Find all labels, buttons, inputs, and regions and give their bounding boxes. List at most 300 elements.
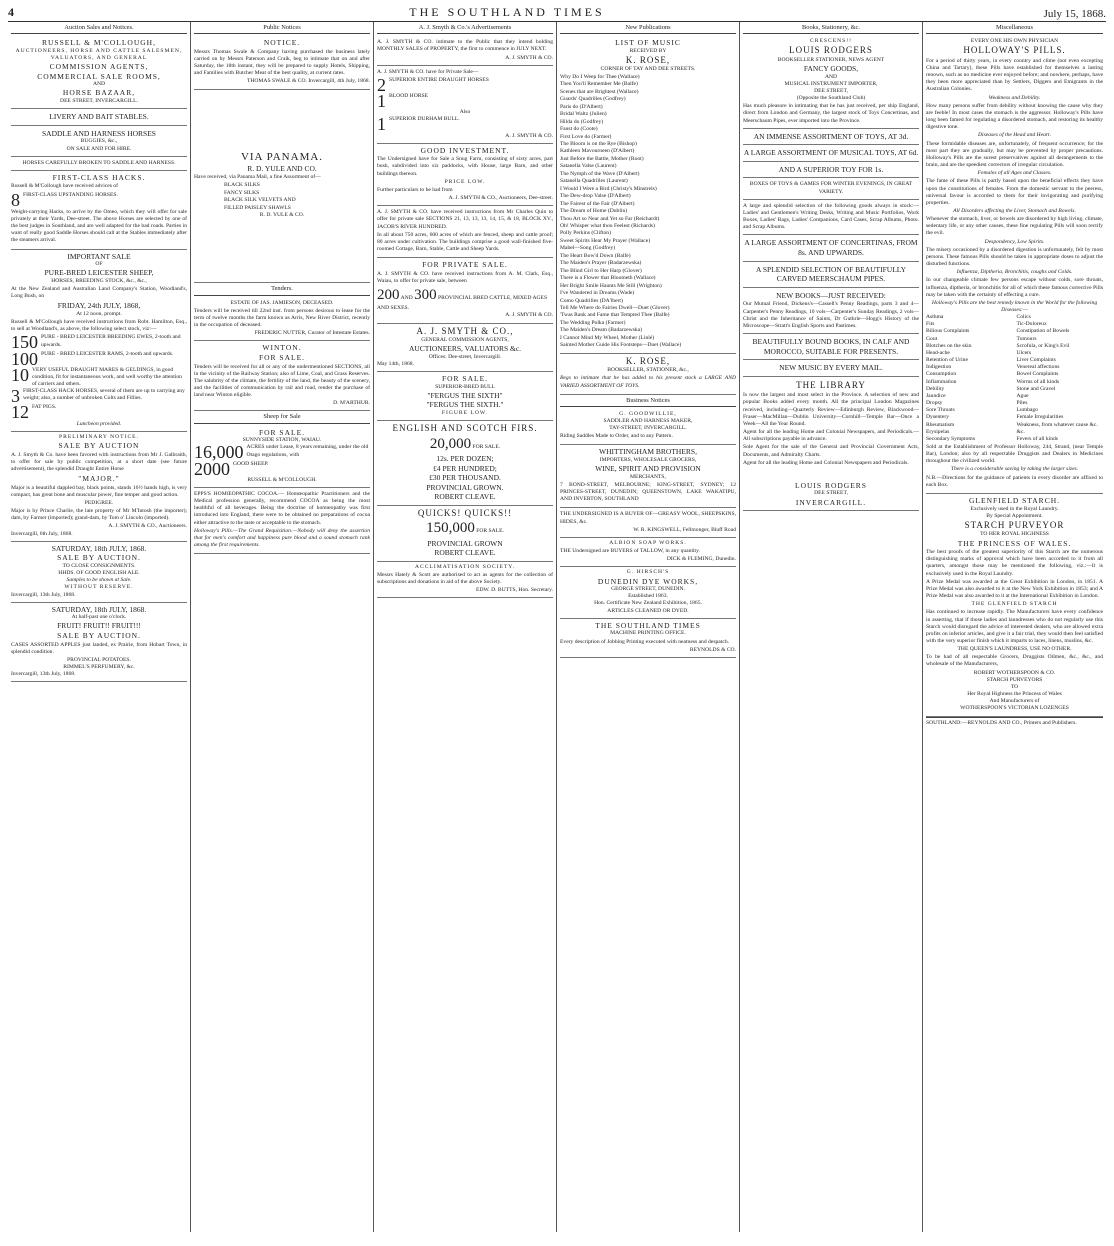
ad-text: Her Royal Highness the Princess of Wales — [967, 691, 1062, 698]
disease-item: Indigestion — [926, 364, 952, 371]
song-item: Como Quadrilles (DA'lbert) — [560, 297, 623, 304]
ad-text: Also — [459, 109, 471, 116]
advert-sunnyside — [194, 426, 370, 488]
ad-text: AND — [92, 81, 106, 88]
ad-heading: PROVINCIAL GROWN — [427, 538, 503, 548]
ad-heading: FOR SALE. — [258, 427, 306, 437]
ad-text: Russell & M'Collough have received instructions from Robt. Hamilton, Esq., to sell at Woodland's, as above, the following select stock, viz:— — [11, 319, 187, 333]
masthead — [8, 4, 1106, 22]
disease-item: Dropsy — [926, 400, 943, 407]
ad-text: 7 BOND-STREET, MELBOURNE; KING-STREET, SYDNEY; 12 PRINCES-STREET, DUNEDIN; QUEENSTOWN, LAKE WAKATIPU, AND INVERTON, SOUTHLAND — [560, 481, 736, 503]
ad-signature: REYNOLDS & CO. — [689, 646, 736, 653]
ad-number: 2 — [377, 74, 386, 95]
ad-text: A. J. SMYTH & CO. intimate to the Public that they intend holding MONTHLY SALES of PROPERTY, the first to commence in JULY NEXT. — [377, 39, 553, 53]
advert-albion — [560, 538, 736, 567]
ad-heading: K. ROSE, — [625, 355, 671, 366]
disease-item: Constipation of Bowels — [1016, 328, 1070, 335]
ad-text: FIGURE LOW. — [441, 410, 489, 417]
song-item: The Wedding Polka (Farmer) — [560, 319, 626, 326]
ad-text: Our Mutual Friend, Dickens's—Cassell's Penny Readings, parts 3 and 4—Carpenter's Penny Readings, 10 vols—Carpenter's Sunday Readings, 2 vols—Christ and the Inheritance of Saints, Dr Guthrie—Hogg's History of the Microscope—Stratt's English Sports and Pastimes. — [743, 301, 919, 329]
song-item: The Fairest of the Fair (D'Albert) — [560, 200, 635, 207]
ad-heading: FOR SALE. — [441, 374, 489, 384]
ad-text: TO — [1010, 683, 1019, 690]
ad-text: The best proofs of the greatest superiority of this Starch are the numerous distinguishing marks of approval which have been accorded to it from all quarters, amongst those may be mentioned the following, viz.:—It is exclusively used in the Royal Laundry. — [926, 549, 1103, 577]
advert-goodwillie — [560, 409, 736, 446]
ad-heading: COMMISSION AGENTS, — [49, 62, 149, 72]
ad-text: DEE STREET, — [814, 87, 848, 94]
ad-text: BLOOD HORSE — [389, 93, 429, 99]
ad-heading: THE PRINCESS OF WALES. — [957, 538, 1072, 548]
ad-number: 2000 — [194, 458, 230, 479]
song-item: Polly Perkins (Clifton) — [560, 230, 611, 237]
song-item: Hilda do (Godfrey) — [560, 118, 604, 125]
ad-text: DEE STREET, — [814, 490, 848, 497]
ad-text: HHDS. OF GOOD ENGLISH ALE. — [58, 570, 140, 577]
ad-text: Tenders will be received for all or any of the undermentioned SECTIONS, all in the vicinity of the Railway Station; also of Lime, Coal, and Grass Reserves. The salubrity of the climate, the fertility of the land, the beauty of the scenery, and the facilities of communication by rail and road, render the purchase of land near Winton eligible. — [194, 363, 370, 399]
ad-text: Has continued to increase rapidly. The Manufacturers have every confidence in asserting, that if those ladies and laundresses who do not regularly use this Starch would disregard the advice of interested dealers, who are allowed extra profits on inferior articles, and give it a fair trial, they would then feel satisfied with the very superior finish which it imparts to laces, linens, muslins, &c. — [926, 609, 1103, 644]
song-item: Just Before the Battle, Mother (Root) — [560, 155, 644, 162]
song-item: Oh! Whisper what thou Feelest (Richards) — [560, 222, 655, 229]
ad-text: ON SALE AND FOR HIRE. — [66, 145, 132, 152]
ad-text: A Prize Medal was awarded at the Great Exhibition in London, in 1851. A Prize Medal was also awarded to it at the New York Exhibition in 1853; and A Prize Medal was also awarded to it at the International Exhibition in London. — [926, 578, 1103, 600]
ad-text: IMPORTERS, WHOLESALE GROCERS, — [599, 457, 697, 464]
ad-heading: A SPLENDID SELECTION OF BEAUTIFULLY CARVED MEERSCHAUM PIPES. — [755, 264, 907, 284]
ad-heading: A LARGE ASSORTMENT OF CONCERTINAS, FROM 8s. AND UPWARDS. — [744, 238, 918, 258]
ad-heading: LOUIS RODGERS — [795, 480, 867, 490]
ad-heading: COMMERCIAL SALE ROOMS, — [37, 71, 161, 81]
ad-text: BOOKSELLER STATIONER, NEWS AGENT — [777, 56, 885, 63]
song-item: Then You'll Remember Me (Balfe) — [560, 81, 638, 88]
song-item: Sweet Spirits Hear My Prayer (Wallace) — [560, 237, 651, 244]
ad-text: (Opposite the Southland Club) — [796, 95, 866, 102]
ad-text: THE UNDERSIGNED IS A BUYER OF—GREASY WOOL, SHEEPSKINS, HIDES, &c. — [560, 511, 736, 525]
ad-text: These formidable diseases are, unfortunately, of frequent occurrence; for the most part they are gradually, but may be prevented by proper precautions. Holloway's Pills are the surest preservatives against all derangements to the brain, and are the speediest correctors of irregular circulation. — [926, 140, 1103, 169]
ad-heading: R. D. YULE AND CO. — [247, 163, 317, 173]
ad-text: ACRES under Lease, 8 years remaining, under the old Otago regulations, with — [246, 444, 369, 458]
ad-text: Riding Saddles Made to Order, and to any Pattern. — [560, 433, 673, 440]
ad-heading: STARCH PURVEYOR — [964, 519, 1065, 530]
ad-heading: SALE BY AUCTION. — [57, 553, 141, 563]
song-item: Why Do I Weep for Thee (Wallace) — [560, 73, 640, 80]
ad-text: FIRST-CLASS HACK HORSES, several of them are up to carrying any weight; also, a number of unbroken Colts and Fillies. — [23, 388, 185, 402]
advert-hirsch — [560, 567, 736, 618]
ad-number: 1 — [377, 114, 386, 135]
ad-heading: FANCY GOODS, — [803, 64, 859, 74]
ad-number: 12 — [11, 402, 29, 423]
ad-text: VERY USEFUL DRAUGHT MARES & GELDINGS, in good condition, fit for instantaneous work, and well worthy the attention of carriers and others. — [32, 366, 182, 388]
ad-heading: THE QUEEN'S LAUNDRESS, USE NO OTHER. — [957, 646, 1072, 653]
ad-heading: EPPS'S HOMŒOPATHIC COCOA.— — [194, 490, 285, 497]
ad-number: 300 — [414, 287, 437, 304]
ad-signature: R. D. YULE & CO. — [259, 212, 305, 219]
ad-text: BOXES OF TOYS & GAMES FOR WINTER EVENINGS, IN GREAT VARIETY. — [749, 181, 913, 195]
ad-text: At the New Zealand and Australian Land Company's Station, Woodland's, Long Bush, on — [11, 286, 187, 300]
disease-item: Asthma — [926, 314, 944, 321]
ad-text: BUGGIES, &c., — [80, 138, 118, 145]
ad-subheading: All Disorders affecting the Liver, Stomach and Bowels. — [953, 207, 1076, 214]
ad-number: 10 — [11, 364, 29, 385]
song-item: I've Wandered in Dreams (Wade) — [560, 290, 635, 297]
song-item: Paris do (D'Albert) — [560, 103, 603, 110]
advert-acclimatisation — [377, 562, 553, 599]
ad-heading: FOR PRIVATE SALE. — [422, 260, 508, 270]
disease-item: Gout — [926, 335, 938, 342]
ad-text: At 12 noon, prompt. — [76, 310, 122, 317]
song-item: Scenes that are Brightest (Wallace) — [560, 88, 639, 95]
ad-number: 150 — [11, 332, 38, 353]
ad-number: 8 — [11, 189, 20, 210]
ad-text: Agent for all the leading Home and Colonial Newspapers, and Periodicals.—All subscriptions payable in advance. — [743, 429, 919, 443]
disease-item: Fevers of all kinds — [1016, 435, 1058, 442]
ad-heading: ACCLIMATISATION SOCIETY. — [414, 563, 516, 570]
ad-heading: £4 PER HUNDRED; — [433, 463, 497, 473]
ad-text: AND — [400, 295, 413, 302]
advert-winton — [194, 341, 370, 411]
advert-major — [11, 432, 187, 542]
ad-heading: LOUIS RODGERS — [789, 45, 873, 56]
ad-heading: ROBERT CLEAVE. — [434, 492, 496, 502]
page-number: 4 — [8, 5, 14, 19]
ad-text: To be had of all respectable Grocers, Druggists Oilmen, &c., &c., and wholesale of the Manufacturers, — [926, 654, 1103, 668]
ad-text: WITHOUT RESERVE. — [64, 584, 134, 591]
disease-item: Colics — [1016, 314, 1031, 321]
advert-music-list — [560, 36, 736, 353]
advert-private-cattle — [377, 258, 553, 323]
ad-date: Invercargill, 6th July, 1868. — [11, 530, 73, 537]
ad-heading: 12s. PER DOZEN; — [436, 453, 494, 463]
ad-text: RIMMEL'S PERFUMERY, &c. — [63, 664, 135, 671]
ad-text: BOOKSELLER, STATIONER, &c., — [607, 367, 689, 374]
song-item: 'Twas Rank and Fame that Tempted Thee (Balfe) — [560, 312, 670, 319]
ad-heading: "FERGUS THE SIXTH" — [427, 390, 503, 400]
ad-heading: THE SOUTHLAND TIMES — [595, 620, 701, 630]
song-item: The Dream of Home (Dublin) — [560, 208, 628, 215]
disease-list — [926, 314, 1103, 443]
section-heading: Tenders. — [194, 283, 370, 295]
column-auction-sales — [8, 22, 191, 1232]
advert-fruit — [11, 603, 187, 683]
advert-monthly-sales — [377, 36, 553, 65]
ad-text: Has much pleasure in intimating that he has just received, per ship England, direct from London and Germany, the largest stock of Toys Concertinas, and Meerschaum Pipes, ever imported into the Province. — [743, 103, 919, 124]
ad-text: There is a considerable saving by taking the larger sizes. — [950, 466, 1079, 473]
ad-text: A large and splendid selection of the following goods always in stock:—Ladies' and Gentlemen's Writing Desks, Writing and Music Portfolios, Work Boxes, Ladies' Bags, Ladies' Companions, Card Cases, Scrap Albums, Photo. and Scrap Albums. — [743, 202, 919, 231]
ad-text: TAY-STREET, INVERCARGILL. — [609, 425, 687, 432]
ad-heading: PURE-BRED LEICESTER SHEEP, — [44, 268, 154, 278]
ad-text: OF — [95, 261, 103, 268]
ad-heading: SADDLE AND HARNESS HORSES — [42, 128, 156, 138]
ad-heading: GOOD INVESTMENT. — [420, 145, 510, 155]
advert-kingswell — [560, 508, 736, 537]
disease-item: Bilious Complaints — [926, 328, 970, 335]
disease-item: Weakness, from whatever cause &c. &c. — [1016, 421, 1098, 435]
ad-heading: "FERGUS THE SIXTH." — [426, 400, 504, 410]
ad-text: In our changeable climate few persons escape without colds, sore throats, influenza, diptheria, or bronchitis for all of which these famous corrective Pills may be taken with the certainty of effecting a cure. — [926, 277, 1103, 298]
ad-heading: AN IMMENSE ASSORTMENT OF TOYS, AT 3d. — [753, 131, 909, 141]
ad-text: Russell & M'Collough have received advices of — [11, 183, 118, 190]
ad-text: TO CLOSE CONSIGNMENTS. — [62, 562, 136, 569]
ad-text: HORSES, BREEDING STOCK, &c., &c., — [51, 277, 147, 284]
ad-text: CASES ASSORTED APPLES just landed, ex Prairie, from Hobart Town, in splendid condition. — [11, 641, 187, 655]
song-item: Thou Art so Near and Yet so Far (Reichardt) — [560, 215, 660, 222]
ad-heading: K. ROSE, — [625, 54, 671, 65]
ad-signature: THOMAS SWALE & CO. Invercargill, 4th July, 1868. — [246, 78, 370, 85]
advert-good-investment — [377, 144, 553, 207]
advert-sheep-sale — [11, 250, 187, 432]
ad-text: Sole Agent for the sale of the General and Provincial Government Acts, Documents, and Admiralty Charts. — [743, 444, 919, 458]
ad-text: Begs to intimate that he has added to his present stock a LARGE AND VARIED ASSORTMENT OF TOYS. — [560, 375, 736, 389]
ad-text: In all about 750 acres, 600 acres of which are fenced, sheep and cattle proof; 80 acres under cultivation. The buildings comprise a good wall-finished five-roomed Cottage, Barn, Stable, Cattle and Sheep Yards. — [377, 231, 553, 252]
ad-heading: AND A SUPERIOR TOY FOR 1s. — [778, 164, 884, 174]
ad-heading: SALE BY AUCTION — [58, 440, 140, 450]
ad-text: Is now the largest and most select in the Province. A selection of new and popular Books added every month. All the principal London Magazines received, including—Quarterly Review—Edinburgh Review, Blackwood—Fraser—MacMillan—Dublin University—Cornhill—Temple Bar—Once a Week—All the Year Round. — [743, 392, 919, 427]
song-item: Kathleen Mavourneen (D'Albert) — [560, 148, 635, 155]
ad-heading: LIVERY AND BAIT STABLES. — [49, 112, 149, 122]
ad-heading: HOLLOWAY'S PILLS. — [963, 45, 1066, 56]
ad-text: STARCH PURVEYORS — [986, 676, 1043, 683]
advert-jacobs-river — [377, 206, 553, 258]
ad-text: FOR SALE. — [476, 528, 504, 535]
ad-text: By Special Appointment. — [986, 512, 1043, 519]
advert-notice — [194, 36, 370, 89]
song-item: The Blind Girl to Her Harp (Glover) — [560, 267, 642, 274]
disease-item: Inflammation — [926, 378, 957, 385]
ad-text: Whenever the stomach, liver, or bowels are disordered by high living, climate, sedentary life, or any other causes, these fine regulating Pills will soon rectify the evil. — [926, 216, 1103, 237]
ad-subheading: Females of all Ages and Classes. — [977, 170, 1052, 177]
disease-item: Debility — [926, 385, 945, 392]
ad-text: Exclusively used in the Royal Laundry. — [970, 505, 1059, 512]
ad-text: Tenders will be received till 22nd inst. from persons desirous to lease for the term of twelve months the farm known as Arris, New River District, recently in the occupation of deceased. — [194, 307, 370, 329]
ad-number: 1 — [377, 91, 386, 111]
advert-printing-office — [560, 619, 736, 658]
ad-text: Messrs Thomas Swale & Company having purchased the business lately carried on by Messrs Paterson and Craik, beg to intimate that on and after Saturday, the 18th instant, they will be prepared to supply Hotels, Shipping, and Families with Butcher Meat of the best quality, at current rates. — [194, 48, 370, 77]
ad-subheading: Weakness and Debility. — [988, 94, 1041, 101]
ad-heading: ROBERT CLEAVE. — [434, 548, 496, 558]
disease-item: Retention of Urine — [926, 357, 968, 364]
ad-text: GOOD SHEEP. — [233, 460, 269, 467]
column-heading: Books, Stationery, &c. — [743, 22, 919, 34]
ad-heading: A. J. SMYTH & CO., — [416, 325, 514, 336]
ad-text: A. J. SMYTH & CO. have received instructions from A. M. Clark, Esq., Waiau, to offer for private sale, between — [377, 270, 553, 284]
song-item: Satanella Quadrilles (Laurent) — [560, 178, 628, 185]
ad-text: The Undersigned have for Sale a Snug Farm, consisting of sixty acres, part bush, subdivided into six paddocks, with House, large Barn, and other buildings thereon. — [377, 156, 553, 177]
ad-text: SUPERIOR DURHAM BULL. — [389, 116, 460, 123]
song-item: There is a Flower that Bloometh (Wallace) — [560, 275, 656, 282]
column-new-publications — [557, 22, 740, 1232]
ad-heading: PRELIMINARY NOTICE. — [58, 433, 139, 440]
song-item: Mabel—Song (Godfrey) — [560, 245, 616, 252]
disease-item: Blotches on the skin — [926, 342, 972, 349]
ad-text: GENERAL COMMISSION AGENTS, — [421, 337, 509, 344]
song-item: I Would I Were a Bird (Christy's Minstrels) — [560, 185, 657, 192]
disease-item: Tumours — [1016, 335, 1037, 342]
column-miscellaneous — [923, 22, 1106, 1232]
ad-signature: DICK & FLEMING, Dunedin. — [666, 556, 736, 563]
ad-heading: DUNEDIN DYE WORKS, — [597, 576, 699, 586]
advert-smyth-firm — [377, 324, 553, 373]
ad-text: FOR SALE. — [472, 443, 501, 450]
column-smyth-adverts — [374, 22, 557, 1232]
advert-epps — [194, 488, 370, 554]
ad-subheading: Holloway's Pills are the best remedy known in the World for the following Diseases:— — [931, 299, 1098, 314]
advert-firs — [377, 421, 553, 506]
ad-signature: W. R. KINGSWELL, Fellmonger, Bluff Road — [633, 526, 736, 533]
ad-heading: BEAUTIFULLY BOUND BOOKS, IN CALF AND MOROCCO, SUITABLE FOR PRESENTS. — [752, 337, 910, 356]
ad-heading: VIA PANAMA. — [240, 150, 324, 163]
disease-item: Bowel Complaints — [1016, 371, 1059, 378]
ad-text: Holloway's Pills.—The Grand Requisition.—Nobody will deny the assertion that for men's comfort and happiness pure blood and a sound stomach rank among the first requirements. — [194, 527, 370, 549]
ad-signature: D. M'ARTHUR. — [333, 400, 370, 407]
advert-holloway — [926, 36, 1103, 494]
advert-fergus — [377, 372, 553, 421]
advert-ale — [11, 542, 187, 603]
ad-heading: ESTATE OF JAS. JAMIESON, DECEASED. — [230, 299, 334, 306]
ad-signature: A. J. SMYTH & CO. — [505, 54, 553, 61]
column-heading: Public Notices — [194, 22, 370, 34]
ad-text: GEORGE STREET, DUNEDIN. — [611, 586, 685, 593]
ad-text: ARTICLES CLEANED OR DYED. — [607, 607, 689, 614]
ad-heading: £30 PER THOUSAND. — [429, 473, 501, 483]
disease-item: Head-ache — [926, 349, 950, 356]
advert-estate — [194, 298, 370, 342]
column-public-notices — [191, 22, 374, 1232]
ad-heading: G. HIRSCH'S — [626, 569, 670, 576]
column-heading: New Publications — [560, 22, 736, 34]
advert-russell — [11, 36, 187, 171]
ad-heading: INVERCARGILL. — [795, 497, 867, 507]
song-item: The Maiden's Dream (Badarzewska) — [560, 327, 642, 334]
ad-signature: FREDERIC NUTTER, Curator of Intestate Estates. — [254, 330, 370, 337]
ad-signature: A. J. SMYTH & CO., Auctioneers. — [108, 523, 187, 530]
disease-item: Jaundice — [926, 392, 946, 399]
ad-signature: A. J. SMYTH & CO. — [505, 312, 553, 319]
disease-item: Ague — [1016, 392, 1029, 399]
advert-louis-rodgers — [743, 36, 919, 511]
song-item: Her Bright Smile Haunts Me Still (Wrighton) — [560, 282, 662, 289]
ad-signature: RUSSELL & M'COLLOUGH. — [247, 476, 317, 483]
ad-text: Messrs Hately & Scott are authorised to act as agents for the collection of subscriptions and donations in aid of the above Society. — [377, 571, 553, 586]
ad-heading: RUSSELL & M'COLLOUGH, — [42, 38, 156, 48]
song-item: The Bloom is on the Rye (Bishop) — [560, 140, 637, 147]
disease-item: Stone and Gravel — [1016, 385, 1056, 392]
list-item: FANCY SILKS — [224, 189, 260, 196]
ad-heading: GLENFIELD STARCH. — [969, 495, 1060, 505]
ad-text: A. J. SMYTH & CO. have for Private Sale— — [377, 68, 479, 75]
disease-item: Fits — [926, 321, 935, 328]
column-books-stationery — [740, 22, 923, 1232]
ad-text: MERCHANTS, — [630, 473, 666, 480]
ad-number: 16,000 — [194, 442, 244, 463]
list-item: BLACK SILKS — [224, 182, 260, 189]
song-item: The Maiden's Prayer (Badarzewska) — [560, 260, 642, 267]
disease-item: Female Irregularities — [1016, 414, 1064, 421]
ad-heading: SATURDAY, 18th JULY, 1868. — [51, 604, 147, 614]
ad-text: FIRST-CLASS UPSTANDING HORSES. — [23, 191, 118, 198]
ad-heading: SALE BY AUCTION. — [57, 631, 141, 641]
ad-text: How many persons suffer from debility without knowing the cause why they are feeble! In most cases the stomach is the aggressor. Holloway's Pills have long been famed for regulating a disordered stomach, and restoring its healthy digestive tone. — [926, 102, 1103, 131]
ad-number: 200 — [377, 287, 400, 304]
ad-text: For a period of thirty years, in every country and clime (not even excepting China and Tartary), these Pills have established for themselves a lasting renown, such as no medicine ever enjoyed before; and nowhere, perhaps, have they been more appreciated than by Settlers, Diggers and Emigrants in the Australian Colonies. — [926, 57, 1103, 93]
ad-heading: NOTICE. — [263, 38, 301, 48]
ad-heading: "MAJOR." — [78, 474, 120, 484]
disease-item: Dysentery — [926, 414, 949, 421]
ad-text: CORNER OF TAY AND DEE STREETS. — [600, 66, 696, 73]
ad-heading: PEDIGREE. — [84, 499, 114, 506]
ad-text: At half-past one o'clock. — [71, 614, 127, 621]
issue-date: July 15, 1868. — [1043, 8, 1106, 20]
imprint: SOUTHLAND:—REYNOLDS AND CO., Printers and Publishers. — [926, 717, 1103, 727]
song-item: First Love do (Farmer) — [560, 133, 612, 140]
ad-number: 3 — [11, 386, 20, 407]
ad-heading: THE LIBRARY — [796, 379, 866, 390]
ad-heading: ENGLISH AND SCOTCH FIRS. — [392, 423, 538, 434]
ad-heading: CRESCENS!! — [809, 38, 852, 45]
advert-private-horses — [377, 66, 553, 144]
ad-subheading: Despondency, Low Spirits. — [984, 238, 1045, 245]
ad-heading: LIST OF MUSIC — [615, 38, 681, 48]
ad-subheading: Influenza, Diptheria, Bronchitis, coughs and Colds. — [956, 269, 1073, 276]
ad-heading: HORSE BAZAAR, — [62, 88, 136, 98]
ad-heading: PROVINCIAL GROWN. — [426, 482, 504, 492]
ad-signature: EDW. D. BUTTS, Hon. Secretary. — [476, 587, 553, 594]
advert-hacks — [11, 171, 187, 250]
ad-text: AND — [824, 73, 838, 80]
ad-heading: EVERY ONE HIS OWN PHYSICIAN — [970, 38, 1059, 45]
disease-item: Ulcers — [1016, 349, 1032, 356]
ad-heading: ALBION SOAP WORKS. — [609, 539, 687, 546]
ad-text: Agent for all the leading Home and Colonial Newspapers and Periodicals. — [743, 459, 909, 466]
newspaper-title: THE SOUTHLAND TIMES — [409, 5, 605, 19]
ad-heading: FRIDAY, 24th JULY, 1868, — [57, 301, 141, 311]
disease-item: Worms of all kinds — [1016, 378, 1060, 385]
ad-heading: PRICE LOW. — [444, 178, 486, 185]
ad-text: The misery occasioned by a disordered digestion is unfortunately, felt by most persons. These famous Pills should be taken in appropriate doses to adjust the disturbed functions. — [926, 246, 1103, 268]
list-item: FILLED PAISLEY SHAWLS — [224, 204, 291, 211]
ad-text: SUPERIOR ENTIRE DRAUGHT HORSES — [389, 76, 489, 83]
ad-text: TO HER ROYAL HIGHNESS — [980, 531, 1049, 538]
ad-text: Every description of Jobbing Printing executed with neatness and despatch. — [560, 638, 730, 645]
ad-text: Major is a beautiful dappled bay, black points, stands 16½ hands high, is very compact, has great bone and muscular power, fine temper and good action. — [11, 484, 187, 498]
ad-heading: FOR SALE. — [258, 352, 306, 362]
disease-item: Piles — [1016, 400, 1028, 407]
section-heading: Business Notices — [560, 395, 736, 407]
ad-text: THE Undersigned are BUYERS of TALLOW, in any quantity. — [560, 548, 700, 555]
ad-heading: A LARGE ASSORTMENT OF MUSICAL TOYS, AT 6d. — [743, 148, 919, 158]
ad-text: Established 1863. — [628, 593, 668, 600]
ad-heading: NEW MUSIC BY EVERY MAIL. — [779, 363, 883, 373]
ad-date: Invercargill, 13th July, 1868. — [11, 671, 76, 678]
disease-item: Secondary Symptoms — [926, 435, 975, 442]
song-item: The Nymph of the Wave (D'Albert) — [560, 170, 640, 177]
ad-heading: SUNNYSIDE STATION, WAIAU. — [242, 437, 322, 444]
ad-date: Invercargill, 13th July, 1868. — [11, 591, 76, 598]
disease-item: Tic-Doloreux — [1016, 321, 1047, 328]
ad-text: The fame of these Pills is partly based upon the beneficial effects they have upon the constitutions of females. From the domestic servant to the peeress, universal favour is accorded to them for their invigorating and purifying properties. — [926, 178, 1103, 206]
ad-text: Major is by Prince Charlie, the late property of Mr M'Intosh (the importer); dam, by Farmer (imported); grand-dam, by Tom o' Lincoln (imported). — [11, 508, 187, 522]
song-item: Bridal Waltz (Julien) — [560, 111, 607, 118]
ad-text: RECEIVED BY — [629, 47, 667, 54]
advert-rose — [560, 354, 736, 395]
disease-item: Venereal affections — [1016, 364, 1060, 371]
column-heading: Miscellaneous — [926, 22, 1103, 34]
ad-heading: WINE, SPIRIT AND PROVISION — [595, 464, 701, 474]
ad-text: DEE STREET, INVERCARGILL. — [60, 98, 138, 105]
advert-panama — [194, 90, 370, 284]
advert-whittingham — [560, 445, 736, 508]
song-item: Faust do (Coote) — [560, 126, 598, 133]
ad-text: Further particulars to be had from — [377, 186, 453, 193]
advert-glenfield-starch — [926, 494, 1103, 717]
ad-text: PROVINCIAL BRED CATTLE, MIXED AGES AND SEXES. — [377, 295, 548, 312]
